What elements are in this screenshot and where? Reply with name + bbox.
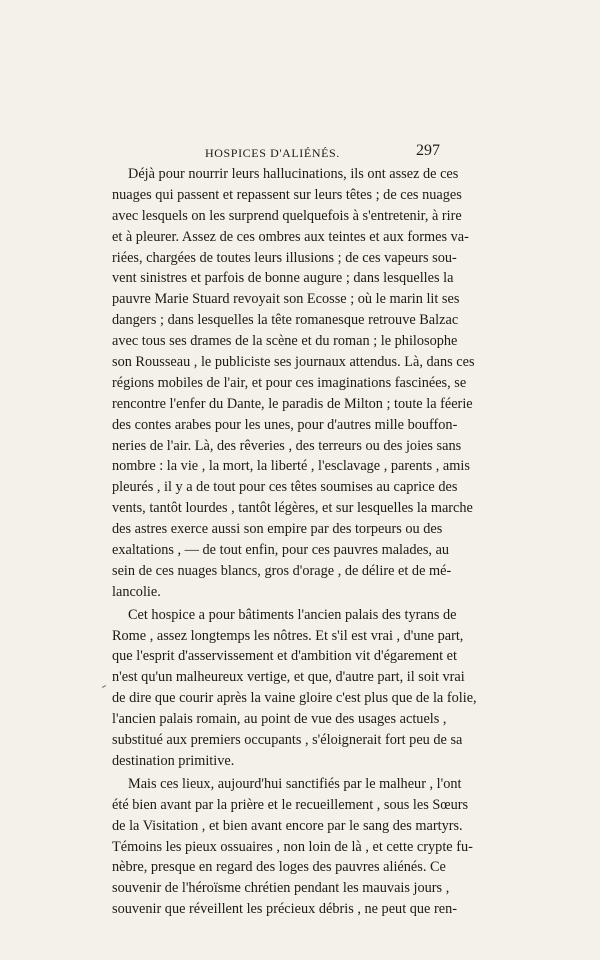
text-line: riées, chargées de toutes leurs illusions ; de ces vapeurs sou- <box>112 249 457 266</box>
text-line: son Rousseau , le publiciste ses journaux attendus. Là, dans ces <box>112 354 475 371</box>
text-line: Rome , assez longtemps les nôtres. Et s'il est vrai , d'une part, <box>112 627 464 644</box>
text-line: souvenir que réveillent les précieux débris , ne peut que ren- <box>112 901 457 918</box>
stray-ink-mark <box>102 685 106 688</box>
text-line: souvenir de l'héroïsme chrétien pendant les mauvais jours , <box>112 880 450 897</box>
text-line: régions mobiles de l'air, et pour ces imaginations fascinées, se <box>112 374 467 391</box>
text-line: rencontre l'enfer du Dante, le paradis de Milton ; toute la féerie <box>112 395 473 412</box>
text-line: lancolie. <box>112 583 161 600</box>
text-line: substitué aux premiers occupants , s'éloignerait fort peu de sa <box>112 732 463 749</box>
text-line: destination primitive. <box>112 752 235 769</box>
text-line: pauvre Marie Stuard revoyait son Ecosse ; où le marin lit ses <box>112 291 460 308</box>
text-line: neries de l'air. Là, des rêveries , des terreurs ou des joies sans <box>112 437 462 454</box>
text-line: avec lesquels on les surprend quelquefois à s'entretenir, à rire <box>112 207 462 224</box>
text-line: dangers ; dans lesquelles la tête romanesque retrouve Balzac <box>112 312 459 329</box>
text-line: exaltations , — de tout enfin, pour ces pauvres malades, au <box>112 542 450 559</box>
text-line: vents, tantôt lourdes , tantôt légères, et sur lesquelles la marche <box>112 500 473 517</box>
text-line: pleurés , il y a de tout pour ces têtes soumises au caprice des <box>112 479 458 496</box>
text-line: Déjà pour nourrir leurs hallucinations, ils ont assez de ces <box>128 166 459 182</box>
paragraph-3 <box>112 774 473 920</box>
text-line: nuages qui passent et repassent sur leurs têtes ; de ces nuages <box>112 186 462 203</box>
text-line: avec tous ses drames de la scène et du roman ; le philosophe <box>112 333 458 350</box>
page-number: 297 <box>416 142 440 159</box>
text-line: n'est qu'un malheureux vertige, et que, d'autre part, il soit vrai <box>112 669 465 686</box>
body-text <box>112 164 477 920</box>
text-line: des contes arabes pour les unes, pour d'autres mille bouffon- <box>112 416 458 433</box>
text-line: et à pleurer. Assez de ces ombres aux teintes et aux formes va- <box>112 228 469 245</box>
text-line: que l'esprit d'asservissement et d'ambition vit d'égarement et <box>112 648 457 665</box>
text-line: été bien avant par la prière et le recueillement , sous les Sœurs <box>112 796 469 813</box>
text-line: sein de ces nuages blancs, gros d'orage , de délire et de mé- <box>112 562 452 579</box>
text-line: nombre : la vie , la mort, la liberté , l'esclavage , parents , amis <box>112 458 470 475</box>
text-line: de dire que courir après la vaine gloire c'est plus que de la folie, <box>112 690 477 707</box>
text-line: vent sinistres et parfois de bonne augure ; dans lesquelles la <box>112 270 454 287</box>
text-line: des astres exerce aussi son empire par des torpeurs ou des <box>112 521 443 538</box>
text-line: l'ancien palais romain, au point de vue des usages actuels , <box>112 711 447 728</box>
text-line: Mais ces lieux, aujourd'hui sanctifiés par le malheur , l'ont <box>128 775 462 792</box>
text-line: nèbre, presque en regard des loges des pauvres aliénés. Ce <box>112 859 446 876</box>
running-head <box>110 142 440 164</box>
text-line: Témoins les pieux ossuaires , non loin de là , et cette crypte fu- <box>112 838 473 855</box>
text-line: Cet hospice a pour bâtiments l'ancien palais des tyrans de <box>128 606 457 623</box>
paragraph-1 <box>112 164 475 603</box>
running-title: HOSPICES D'ALIÉNÉS. <box>205 146 340 160</box>
paragraph-2 <box>112 605 477 772</box>
text-line: de la Visitation , et bien avant encore par le sang des martyrs. <box>112 817 463 834</box>
